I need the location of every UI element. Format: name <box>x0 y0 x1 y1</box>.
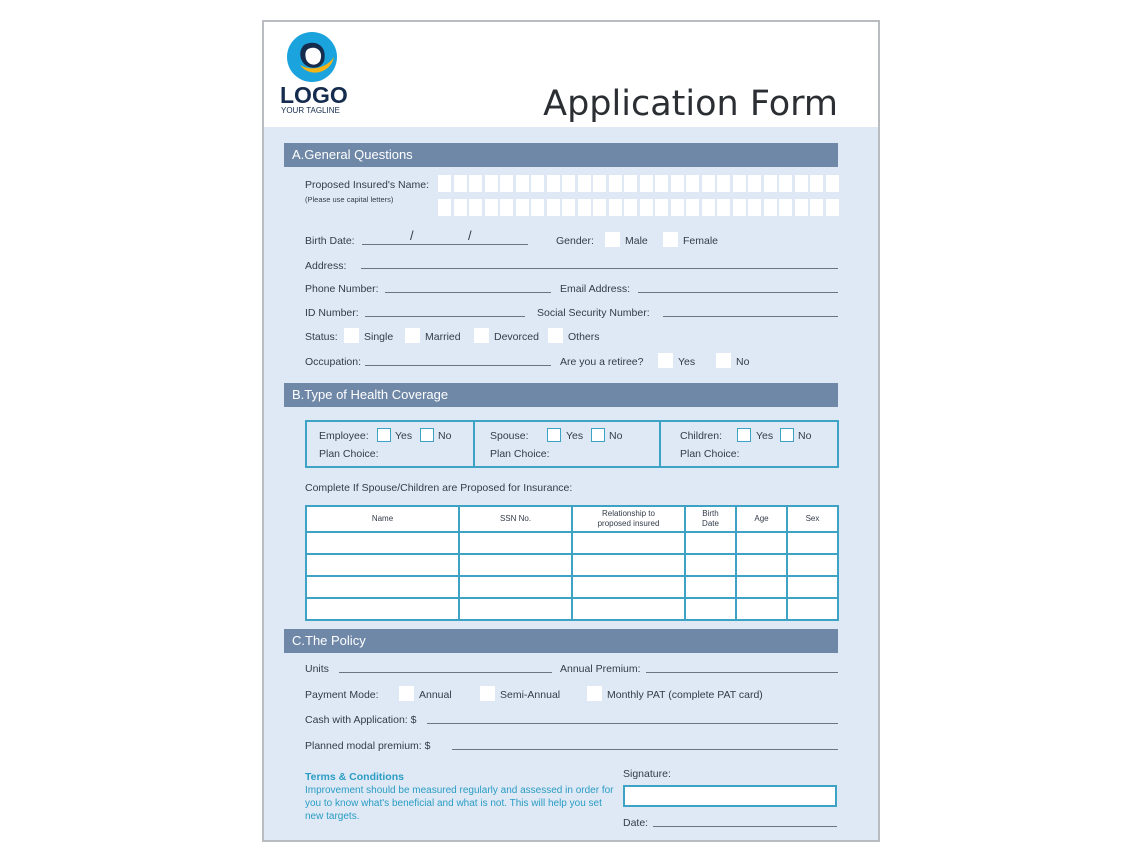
name-letter-box[interactable] <box>531 175 544 192</box>
spouse-label: Spouse: <box>490 430 529 442</box>
terms-body: Improvement should be measured regularly and assessed in order for you to know what's beneficial and what is not. This will help you set new targets. <box>305 785 614 822</box>
employee-label: Employee: <box>319 430 369 442</box>
name-letter-box[interactable] <box>485 175 498 192</box>
annual-checkbox[interactable] <box>399 686 414 701</box>
spouse-no-label: No <box>609 430 623 442</box>
name-letter-box[interactable] <box>469 175 482 192</box>
name-letter-box[interactable] <box>733 175 746 192</box>
address-field[interactable] <box>361 268 838 269</box>
terms-title: Terms & Conditions <box>305 771 404 783</box>
payment-mode-label: Payment Mode: <box>305 689 379 701</box>
employee-yes-label: Yes <box>395 430 413 442</box>
name-letter-box[interactable] <box>578 175 591 192</box>
name-letter-box[interactable] <box>609 199 622 216</box>
signature-field[interactable] <box>623 785 837 807</box>
married-checkbox[interactable] <box>405 328 420 343</box>
name-letter-box[interactable] <box>810 199 823 216</box>
planned-premium-field[interactable] <box>452 749 838 750</box>
female-checkbox[interactable] <box>663 232 678 247</box>
table-row[interactable] <box>306 576 838 598</box>
date-separator: / <box>410 228 414 243</box>
email-label: Email Address: <box>560 283 631 295</box>
name-letter-box[interactable] <box>469 199 482 216</box>
monthly-label: Monthly PAT (complete PAT card) <box>607 689 763 701</box>
table-row[interactable] <box>306 532 838 554</box>
table-header-row <box>306 506 838 532</box>
name-letter-box[interactable] <box>485 199 498 216</box>
units-label: Units <box>305 663 329 675</box>
employee-yes-checkbox[interactable] <box>377 428 391 442</box>
name-letter-box[interactable] <box>686 199 699 216</box>
name-letter-box[interactable] <box>438 199 451 216</box>
col-birth-date: Birth Date <box>685 506 736 532</box>
planned-premium-label: Planned modal premium: $ <box>305 740 431 752</box>
single-label: Single <box>364 331 394 343</box>
section-c-header: C.The Policy <box>284 629 838 653</box>
single-checkbox[interactable] <box>344 328 359 343</box>
name-letter-box[interactable] <box>702 175 715 192</box>
application-form-page <box>262 20 880 842</box>
children-yes-checkbox[interactable] <box>737 428 751 442</box>
date-separator: / <box>468 228 472 243</box>
name-letter-box[interactable] <box>764 199 777 216</box>
name-letter-box[interactable] <box>500 199 513 216</box>
spouse-yes-checkbox[interactable] <box>547 428 561 442</box>
section-a-header: A.General Questions <box>284 143 838 167</box>
annual-label: Annual <box>419 689 452 701</box>
name-letter-box[interactable] <box>438 175 451 192</box>
id-number-label: ID Number: <box>305 307 359 319</box>
birth-date-label: Birth Date: <box>305 235 355 247</box>
name-letter-box[interactable] <box>593 175 606 192</box>
col-relationship: Relationship to proposed insured <box>572 506 685 532</box>
name-letter-box[interactable] <box>562 199 575 216</box>
occupation-field[interactable] <box>365 365 551 366</box>
name-letter-box[interactable] <box>454 199 467 216</box>
cash-field[interactable] <box>427 723 838 724</box>
name-letter-box[interactable] <box>578 199 591 216</box>
name-letter-box[interactable] <box>795 175 808 192</box>
name-letter-box[interactable] <box>702 199 715 216</box>
name-letter-box[interactable] <box>671 199 684 216</box>
name-letter-box[interactable] <box>655 175 668 192</box>
ssn-field[interactable] <box>663 316 838 317</box>
retiree-label: Are you a retiree? <box>560 356 644 368</box>
id-number-field[interactable] <box>365 316 525 317</box>
capital-letters-note: (Please use capital letters) <box>305 195 394 204</box>
employee-no-checkbox[interactable] <box>420 428 434 442</box>
dependents-table <box>305 505 839 621</box>
logo-icon <box>286 31 338 83</box>
others-label: Others <box>568 331 600 343</box>
address-label: Address: <box>305 260 347 272</box>
birth-date-field[interactable] <box>362 244 528 245</box>
semi-annual-label: Semi-Annual <box>500 689 561 701</box>
children-label: Children: <box>680 430 723 442</box>
annual-premium-field[interactable] <box>646 672 838 673</box>
name-letter-box[interactable] <box>593 199 606 216</box>
name-letter-box[interactable] <box>547 175 560 192</box>
email-field[interactable] <box>638 292 838 293</box>
name-letter-box[interactable] <box>826 199 839 216</box>
name-letter-box[interactable] <box>764 175 777 192</box>
name-letter-box[interactable] <box>779 175 792 192</box>
cash-label: Cash with Application: $ <box>305 714 417 726</box>
name-letter-box[interactable] <box>717 175 730 192</box>
name-letter-box[interactable] <box>733 199 746 216</box>
name-letter-box[interactable] <box>624 175 637 192</box>
name-letter-box[interactable] <box>516 199 529 216</box>
spouse-coverage-box <box>475 420 661 468</box>
employee-coverage-box <box>305 420 475 468</box>
name-letter-box[interactable] <box>655 199 668 216</box>
name-letter-box[interactable] <box>748 175 761 192</box>
employee-no-label: No <box>438 430 452 442</box>
name-letter-box[interactable] <box>609 175 622 192</box>
col-name: Name <box>306 506 459 532</box>
male-label: Male <box>625 235 648 247</box>
date-field[interactable] <box>653 826 837 827</box>
spouse-plan-choice: Plan Choice: <box>490 448 550 460</box>
children-no-checkbox[interactable] <box>780 428 794 442</box>
children-plan-choice: Plan Choice: <box>680 448 740 460</box>
ssn-label: Social Security Number: <box>537 307 650 319</box>
logo-tagline: YOUR TAGLINE <box>281 106 340 115</box>
insured-name-label: Proposed Insured's Name: <box>305 179 429 191</box>
retiree-no-checkbox[interactable] <box>716 353 731 368</box>
gender-label: Gender: <box>556 235 594 247</box>
form-header <box>264 22 878 127</box>
name-letter-box[interactable] <box>810 175 823 192</box>
name-letter-box[interactable] <box>748 199 761 216</box>
name-letter-box[interactable] <box>671 175 684 192</box>
spouse-no-checkbox[interactable] <box>591 428 605 442</box>
name-letter-box[interactable] <box>779 199 792 216</box>
children-no-label: No <box>798 430 812 442</box>
name-letter-box[interactable] <box>640 199 653 216</box>
monthly-checkbox[interactable] <box>587 686 602 701</box>
page-title: Application Form <box>543 84 838 124</box>
name-letter-box[interactable] <box>686 175 699 192</box>
phone-label: Phone Number: <box>305 283 379 295</box>
section-b-header: B.Type of Health Coverage <box>284 383 838 407</box>
male-checkbox[interactable] <box>605 232 620 247</box>
divorced-checkbox[interactable] <box>474 328 489 343</box>
annual-premium-label: Annual Premium: <box>560 663 641 675</box>
female-label: Female <box>683 235 719 247</box>
children-yes-label: Yes <box>756 430 774 442</box>
col-age: Age <box>736 506 787 532</box>
employee-plan-choice: Plan Choice: <box>319 448 379 460</box>
name-letter-box[interactable] <box>516 175 529 192</box>
name-letter-box[interactable] <box>826 175 839 192</box>
name-letter-box[interactable] <box>531 199 544 216</box>
date-label: Date: <box>623 817 649 829</box>
name-letter-box[interactable] <box>795 199 808 216</box>
col-sex: Sex <box>787 506 838 532</box>
table-row[interactable] <box>306 554 838 576</box>
name-letter-box[interactable] <box>624 199 637 216</box>
children-coverage-box <box>659 420 839 468</box>
retiree-yes-label: Yes <box>678 356 696 368</box>
retiree-yes-checkbox[interactable] <box>658 353 673 368</box>
name-letter-box[interactable] <box>717 199 730 216</box>
complete-note: Complete If Spouse/Children are Proposed for Insurance: <box>305 482 573 494</box>
name-letter-box[interactable] <box>454 175 467 192</box>
logo-text: LOGO <box>280 82 348 108</box>
divorced-label: Devorced <box>494 331 539 343</box>
table-row[interactable] <box>306 598 838 620</box>
name-letter-box[interactable] <box>640 175 653 192</box>
name-letter-box[interactable] <box>547 199 560 216</box>
status-label: Status: <box>305 331 338 343</box>
units-field[interactable] <box>339 672 552 673</box>
others-checkbox[interactable] <box>548 328 563 343</box>
married-label: Married <box>425 331 461 343</box>
col-ssn: SSN No. <box>459 506 572 532</box>
name-letter-box[interactable] <box>562 175 575 192</box>
retiree-no-label: No <box>736 356 750 368</box>
signature-label: Signature: <box>623 768 671 780</box>
spouse-yes-label: Yes <box>566 430 584 442</box>
phone-field[interactable] <box>385 292 551 293</box>
occupation-label: Occupation: <box>305 356 362 368</box>
name-letter-box[interactable] <box>500 175 513 192</box>
semi-annual-checkbox[interactable] <box>480 686 495 701</box>
